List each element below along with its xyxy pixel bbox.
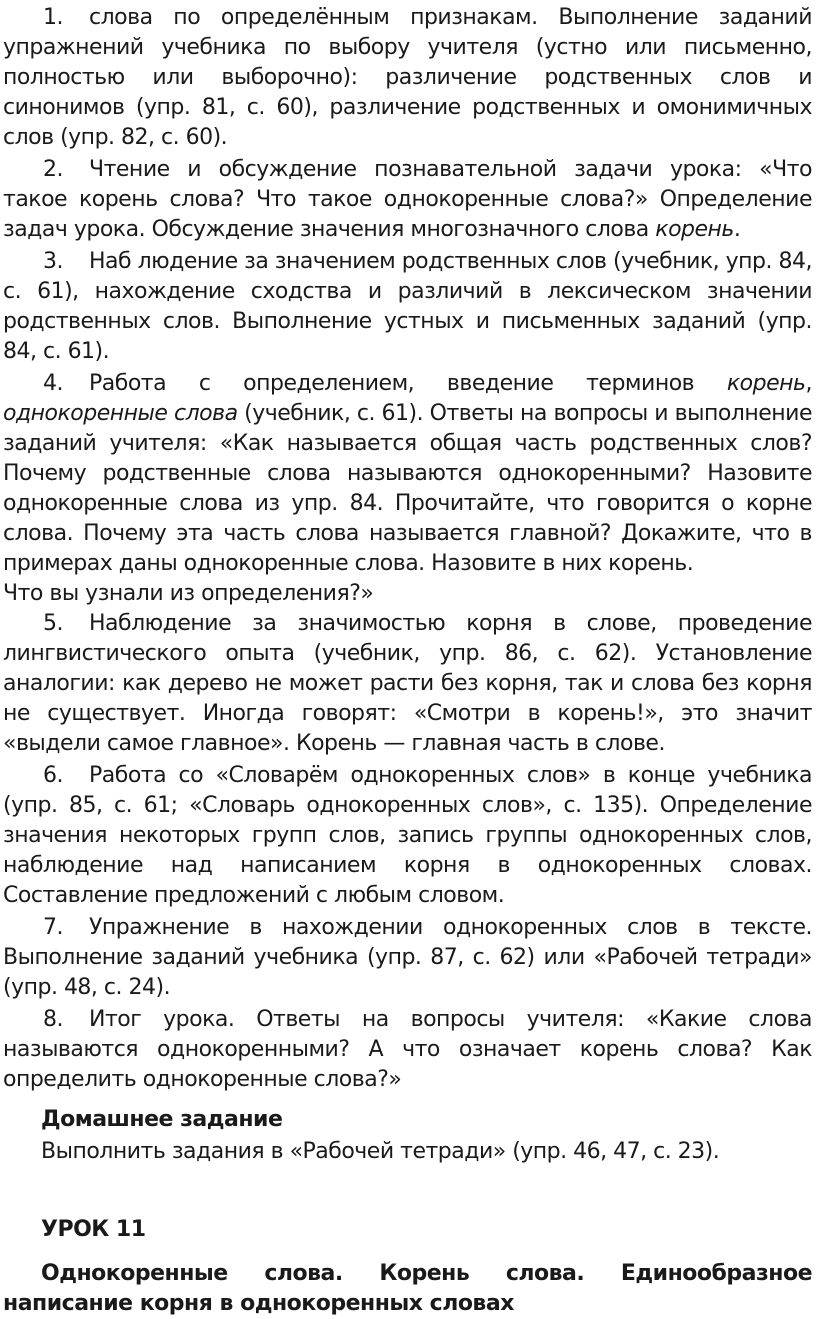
lesson-step-1 <box>3 3 812 153</box>
homework-text: Выполнить задания в «Рабочей тетради» (упр. 46, 47, с. 23). <box>41 1139 720 1164</box>
step-text: Упражнение в нахождении однокоренных слов в тексте. Выполнение заданий учебника (упр. 87, с. 62) или «Рабочей тетради» (упр. 48, с. 24). <box>3 915 812 1000</box>
step-number: 4. <box>43 371 63 396</box>
step-text: Итог урока. Ответы на вопросы учителя: «Какие слова называются однокоренными? А что означает корень слова? Как определить однокоренные слова?» <box>3 1007 812 1092</box>
term-italic: однокоренные слова <box>3 401 238 426</box>
step-text: слова по определённым признакам. Выполнение заданий упражнений учебника по выбору учителя (устно или письменно, полностью или выборочно): различение родственных слов и синонимов (упр. 81, с. 60), различение родственных и омонимичных слов (упр. 82, с. 60). <box>3 5 812 150</box>
lesson-step-2 <box>3 155 812 245</box>
lesson-step-3 <box>3 247 812 367</box>
lesson-step-4-tail: Что вы узнали из определения?» <box>3 581 374 606</box>
step-number: 7. <box>43 915 63 940</box>
term-italic: корень <box>726 371 806 396</box>
step-text: , <box>805 371 812 396</box>
step-text: Наб людение за значением родственных слов (учебник, упр. 84, с. 61), нахождение сходства и различий в лексическом значении родственных слов. Выполнение устных и письменных заданий (упр. 84, с. 61). <box>3 249 812 364</box>
step-number: 8. <box>43 1007 63 1032</box>
step-number: 6. <box>43 763 63 788</box>
step-number: 2. <box>43 157 63 182</box>
lesson-step-4 <box>3 369 812 579</box>
step-text: Работа со «Словарём однокоренных слов» в конце учебника (упр. 85, с. 61; «Словарь однокоренных слов», с. 135). Определение значения некоторых групп слов, запись группы однокоренных слов, наблюдение над написанием корня в однокоренных словах. Составление предложений с любым словом. <box>3 763 812 908</box>
term-italic: корень <box>655 217 734 242</box>
lesson-heading: УРОК 11 <box>41 1217 146 1242</box>
lesson-subject: Однокоренные слова. Корень слова. Единообразное написание корня в однокоренных словах <box>3 1261 812 1316</box>
step-number: 1. <box>43 5 63 30</box>
lesson-step-5 <box>3 609 812 759</box>
step-text: . <box>733 217 741 242</box>
step-text: (учебник, с. 61). Ответы на вопросы и выполнение заданий учителя: «Как называется общая часть родственных слов? Почему родственные слова называются однокоренными? Назовите однокоренные слова из упр. 84. Прочитайте, что говорится о корне слова. Почему эта часть слова называется главной? Докажите, что в примерах даны однокоренные слова. Назовите в них корень. <box>3 401 812 576</box>
step-text: Работа с определением, введение терминов <box>89 371 727 396</box>
step-text: Наблюдение за значимостью корня в слове, проведение лингвистического опыта (учебник, упр. 86, с. 62). Установление аналогии: как дерево не может расти без корня, так и слова без корня не существует. Иногда говорят: «Смотри в корень!», это значит «выдели самое главное». Корень — главная часть в слове. <box>3 611 812 756</box>
lesson-step-8 <box>3 1005 812 1095</box>
step-number: 3. <box>43 249 63 274</box>
lesson-step-7 <box>3 913 812 1003</box>
step-text: Чтение и обсуждение познавательной задачи урока: «Что такое корень слова? Что такое однокоренные слова?» Определение задач урока. Обсуждение значения многозначного слова <box>3 157 812 242</box>
homework-heading: Домашнее задание <box>41 1107 283 1132</box>
step-number: 5. <box>43 611 63 636</box>
lesson-step-6 <box>3 761 812 911</box>
